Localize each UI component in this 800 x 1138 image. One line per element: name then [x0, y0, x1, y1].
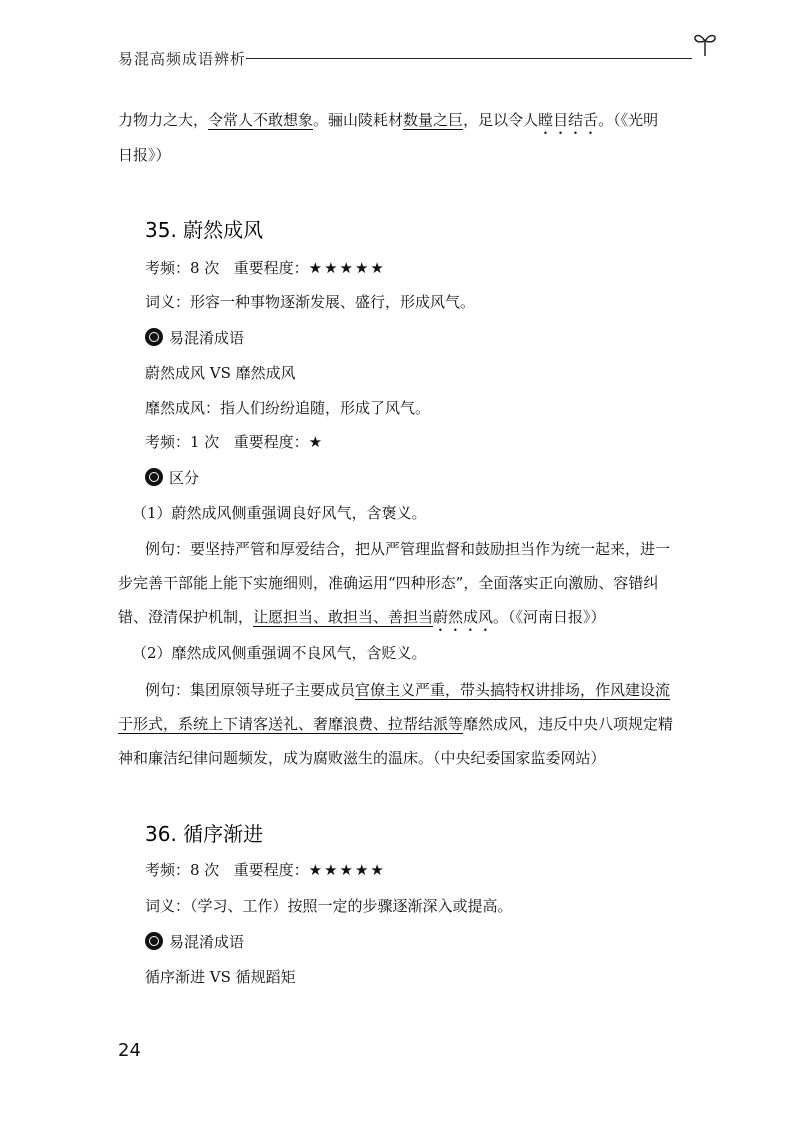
intro-emphasis: 瞠目结舌	[538, 111, 599, 129]
intro-underline-1: 令常人不敢想象	[208, 111, 314, 129]
confuse-title-36: 易混淆成语	[169, 933, 245, 951]
ex1-emphasis: 蔚然成风	[433, 608, 494, 626]
confusable-icon	[145, 328, 163, 346]
example-1-line-3	[118, 605, 708, 635]
example-1-line-1: 例句：要坚持严管和厚爱结合，把从严管理监督和鼓励担当作为统一起来，进一	[145, 540, 671, 558]
section-35-frequency-2	[145, 430, 324, 454]
distinguish-icon	[145, 468, 163, 486]
header-rule	[246, 58, 692, 59]
intro-text-4: 。（《光明	[598, 111, 659, 129]
running-header	[118, 40, 718, 70]
header-title: 易混高频成语辨析	[118, 50, 247, 68]
ex2-underline-2: 于形式，系统上下请客送礼、奢靡浪费、拉帮结派等	[118, 715, 464, 733]
importance-label: 重要程度：	[233, 259, 309, 277]
section-35-diff-heading	[145, 466, 199, 490]
importance2-stars: ★	[308, 433, 325, 451]
intro-text-3: ，足以令人	[463, 111, 539, 129]
freq-label-36: 考频：8 次	[145, 861, 220, 879]
intro-text-1: 力物力之大，	[118, 111, 209, 129]
section-35-frequency	[145, 256, 386, 280]
confuse-title: 易混淆成语	[169, 329, 245, 347]
section-35-meaning: 词义：形容一种事物逐渐发展、盛行，形成风气。	[145, 293, 476, 311]
importance-label-36: 重要程度：	[233, 861, 309, 879]
section-36-vs: 循序渐进 VS 循规蹈矩	[145, 968, 296, 986]
confusable-icon-36	[145, 932, 163, 950]
section-36-confuse-heading	[145, 930, 244, 954]
ex1-text-a: 错、澄清保护机制，	[118, 608, 254, 626]
section-36-meaning: 词义：（学习、工作）按照一定的步骤逐渐深入或提高。	[145, 897, 513, 915]
section-35-vs: 蔚然成风 VS 靡然成风	[145, 364, 296, 382]
section-36-frequency	[145, 858, 386, 882]
importance-stars: ★★★★★	[308, 259, 386, 277]
ex1-underline: 让愿担当、敢担当、善担当	[253, 608, 434, 626]
ex2-underline-1: 官僚主义严重，带头搞特权讲排场，作风建设流	[355, 681, 671, 699]
section-35-def2: 靡然成风：指人们纷纷追随，形成了风气。	[145, 399, 431, 417]
intro-underline-2: 数量之巨	[403, 111, 464, 129]
ex1-text-b: 。（《河南日报》）	[493, 608, 606, 626]
freq2-label: 考频：1 次	[145, 433, 220, 451]
importance2-label: 重要程度：	[233, 433, 309, 451]
section-35-confuse-heading	[145, 326, 244, 350]
example-1-line-2: 步完善干部能上能下实施细则，准确运用“四种形态”，全面落实正向激励、容错纠	[118, 574, 659, 592]
intro-text-2: 。骊山陵耗材	[313, 111, 404, 129]
diff-title: 区分	[169, 469, 200, 487]
intro-paragraph	[118, 108, 708, 138]
diff-1: （1）蔚然成风侧重强调良好风气，含褒义。	[132, 504, 427, 522]
freq-label: 考频：8 次	[145, 259, 220, 277]
section-36-title: 36. 循序渐进	[145, 822, 264, 846]
section-35-title: 35. 蔚然成风	[145, 218, 264, 242]
importance-stars-36: ★★★★★	[308, 861, 386, 879]
ex2-text-a: 例句：集团原领导班子主要成员	[145, 681, 356, 699]
page-number: 24	[118, 1040, 141, 1061]
intro-paragraph-cont: 日报》）	[118, 146, 171, 164]
sprout-icon	[692, 30, 718, 58]
example-2-line-1	[145, 678, 715, 702]
ex2-text-b: 靡然成风，违反中央八项规定精	[463, 715, 674, 733]
example-2-line-3: 神和廉洁纪律问题频发，成为腐败滋生的温床。（中央纪委国家监委网站）	[118, 749, 606, 767]
example-2-line-2	[118, 712, 708, 736]
diff-2: （2）靡然成风侧重强调不良风气，含贬义。	[132, 644, 427, 662]
